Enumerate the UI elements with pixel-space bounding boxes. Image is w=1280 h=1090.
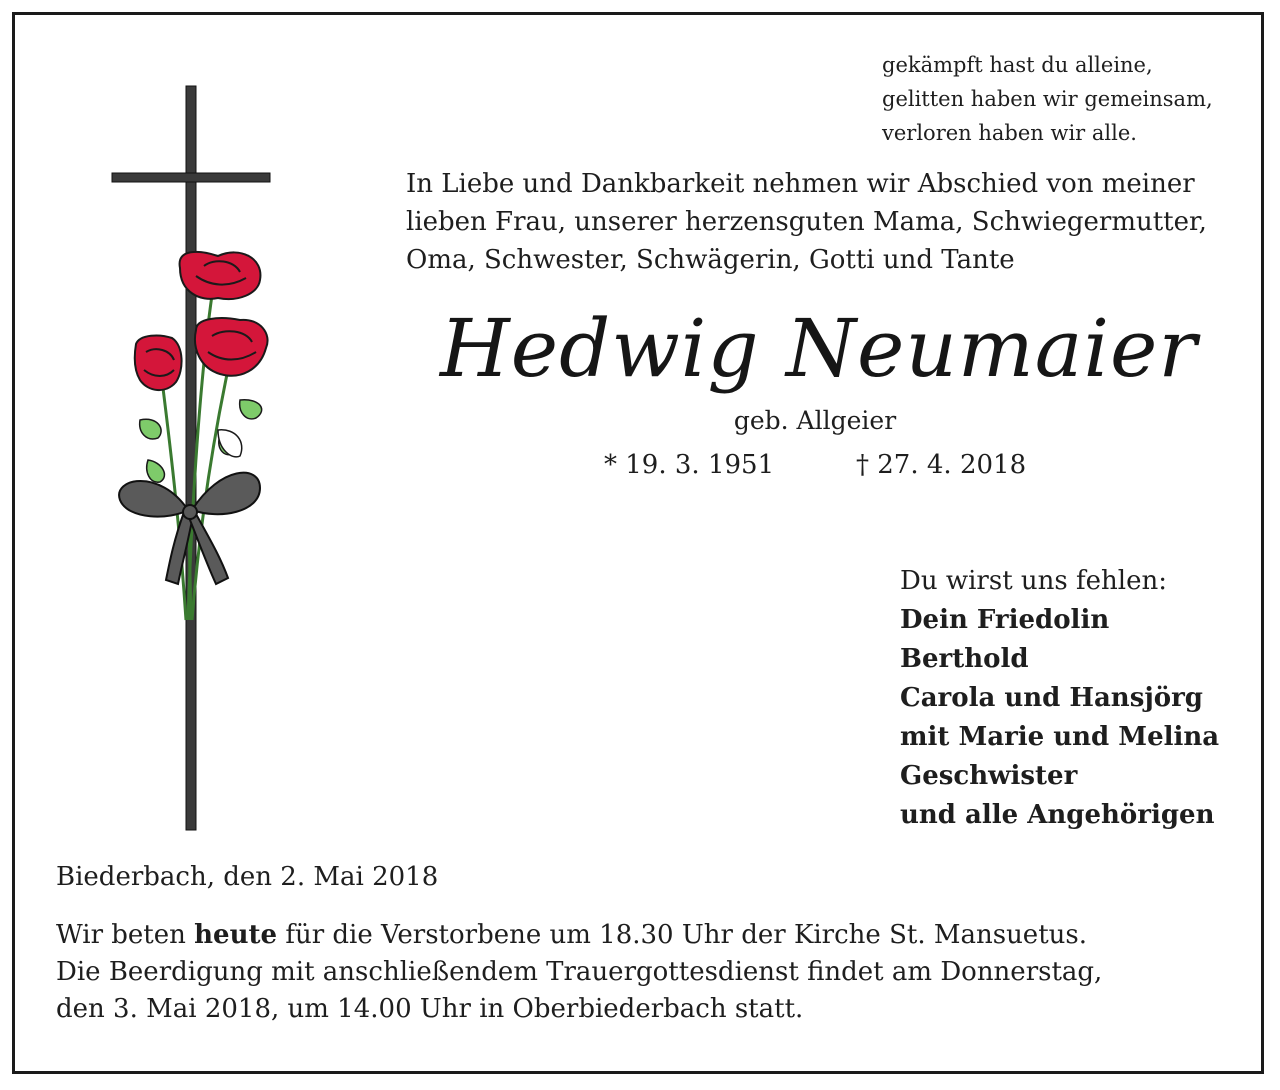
- birth-date: * 19. 3. 1951: [604, 450, 775, 480]
- notice-line: den 3. Mai 2018, um 14.00 Uhr in Oberbiederbach statt.: [56, 994, 804, 1024]
- intro-line: In Liebe und Dankbarkeit nehmen wir Abschied von meiner: [406, 169, 1195, 199]
- mourner-name: mit Marie und Melina: [900, 722, 1220, 752]
- motto-line: verloren haben wir alle.: [882, 121, 1137, 145]
- motto-line: gelitten haben wir gemeinsam,: [882, 87, 1213, 111]
- intro-line: Oma, Schwester, Schwägerin, Gotti und Tante: [406, 245, 1015, 275]
- notice-text: Wir beten: [56, 920, 195, 950]
- mourner-name: und alle Angehörigen: [900, 800, 1215, 830]
- cross-with-roses-icon: [100, 80, 290, 840]
- mourner-name: Geschwister: [900, 761, 1078, 791]
- place-date: Biederbach, den 2. Mai 2018: [56, 862, 439, 892]
- service-notice: [56, 917, 1102, 1028]
- notice-text: für die Verstorbene um 18.30 Uhr der Kirche St. Mansuetus.: [277, 920, 1087, 950]
- mourner-name: Carola und Hansjörg: [900, 683, 1203, 713]
- motto: [882, 48, 1213, 150]
- mourner-name: Berthold: [900, 644, 1029, 674]
- cross-icon: [112, 86, 270, 830]
- deceased-name: Hedwig Neumaier: [440, 302, 1198, 395]
- mourner-name: Dein Friedolin: [900, 605, 1110, 635]
- notice-line: Die Beerdigung mit anschließendem Trauergottesdienst findet am Donnerstag,: [56, 957, 1103, 987]
- intro-line: lieben Frau, unserer herzensguten Mama, Schwiegermutter,: [406, 207, 1207, 237]
- notice-emphasis: heute: [194, 920, 278, 950]
- motto-line: gekämpft hast du alleine,: [882, 53, 1153, 77]
- rose-icon: [135, 252, 268, 390]
- notice-line: [56, 917, 1102, 954]
- death-date: † 27. 4. 2018: [856, 450, 1027, 480]
- intro-text: [406, 165, 1207, 279]
- mourners-intro: Du wirst uns fehlen:: [900, 566, 1167, 596]
- mourners-list: [900, 562, 1219, 835]
- maiden-name: geb. Allgeier: [733, 406, 897, 435]
